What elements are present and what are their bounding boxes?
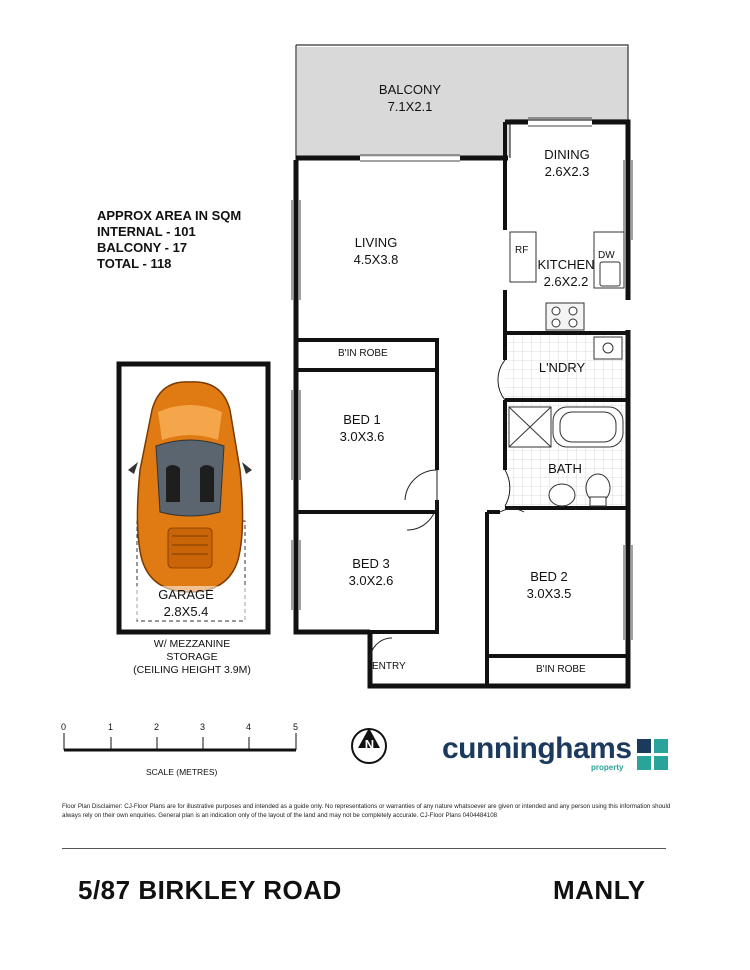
room-name: BED 3 — [352, 556, 390, 571]
area-heading: APPROX AREA IN SQM — [97, 208, 242, 223]
room-kitchen — [506, 256, 626, 290]
robe-label-bed1: B'IN ROBE — [338, 348, 388, 359]
room-bed1 — [302, 411, 422, 445]
room-size: 3.0X3.5 — [526, 586, 572, 601]
scale-tick-label: 5 — [293, 722, 299, 732]
area-balcony: BALCONY - 17 — [97, 240, 188, 255]
room-name: BATH — [548, 461, 582, 476]
north-letter: N — [364, 737, 375, 752]
robe-label-bed2: B'IN ROBE — [536, 664, 586, 675]
room-size: 7.1X2.1 — [387, 99, 433, 114]
room-size: 2.6X2.2 — [543, 274, 589, 289]
fridge-label: RF — [515, 245, 529, 256]
room-name: L'NDRY — [538, 360, 586, 375]
room-size: 3.0X2.6 — [348, 573, 394, 588]
room-name: GARAGE — [158, 587, 214, 602]
room-name: LIVING — [354, 235, 398, 250]
scale-tick-label: 1 — [108, 722, 114, 732]
divider — [62, 848, 666, 849]
room-name: DINING — [544, 147, 590, 162]
disclaimer-text: Floor Plan Disclaimer: CJ-Floor Plans are for illustrative purposes and intended as a guide only. No representations or warranties of any nature whatsoever are given or intended and any person using this information should always rely on their own enquiries. General plan is an indication only of the layout of the land and may not be completely accurate. CJ-Floor Plans 0404484108 — [62, 803, 671, 819]
area-internal: INTERNAL - 101 — [97, 224, 196, 239]
area-summary — [97, 208, 241, 272]
brand-name: cunninghams — [442, 732, 632, 765]
garage-note-line: STORAGE — [166, 651, 218, 663]
room-dining — [507, 146, 627, 180]
room-name: KITCHEN — [537, 257, 595, 272]
scale-tick-label: 4 — [246, 722, 252, 732]
brand-tagline: property — [591, 763, 624, 772]
area-total: TOTAL - 118 — [97, 256, 172, 271]
scale-title: SCALE (METRES) — [146, 767, 218, 777]
scale-bar — [64, 733, 296, 750]
garage-note-line: W/ MEZZANINE — [153, 638, 231, 650]
room-size: 3.0X3.6 — [339, 429, 385, 444]
entry-label: ENTRY — [372, 661, 406, 672]
car-image — [128, 382, 252, 592]
room-balcony — [350, 81, 470, 115]
room-name: BED 2 — [530, 569, 568, 584]
property-suburb: MANLY — [553, 875, 646, 905]
scale-tick-label: 3 — [200, 722, 206, 732]
room-name: BALCONY — [378, 82, 442, 97]
property-address: 5/87 BIRKLEY ROAD — [78, 875, 342, 905]
room-size: 2.6X2.3 — [544, 164, 590, 179]
room-size: 4.5X3.8 — [353, 252, 399, 267]
garage-note — [112, 638, 272, 677]
scale-tick-label: 2 — [154, 722, 160, 732]
room-bed3 — [311, 555, 431, 589]
brand-logo-icon — [637, 739, 668, 770]
room-bed2 — [489, 568, 609, 602]
dishwasher-label: DW — [598, 250, 615, 261]
room-living — [316, 234, 436, 268]
scale-tick-label: 0 — [61, 722, 67, 732]
garage-note-line: (CEILING HEIGHT 3.9M) — [133, 664, 251, 676]
room-bath — [505, 460, 625, 477]
room-name: BED 1 — [343, 412, 381, 427]
room-garage — [126, 586, 246, 620]
room-size: 2.8X5.4 — [163, 604, 209, 619]
room-laundry — [502, 359, 622, 376]
